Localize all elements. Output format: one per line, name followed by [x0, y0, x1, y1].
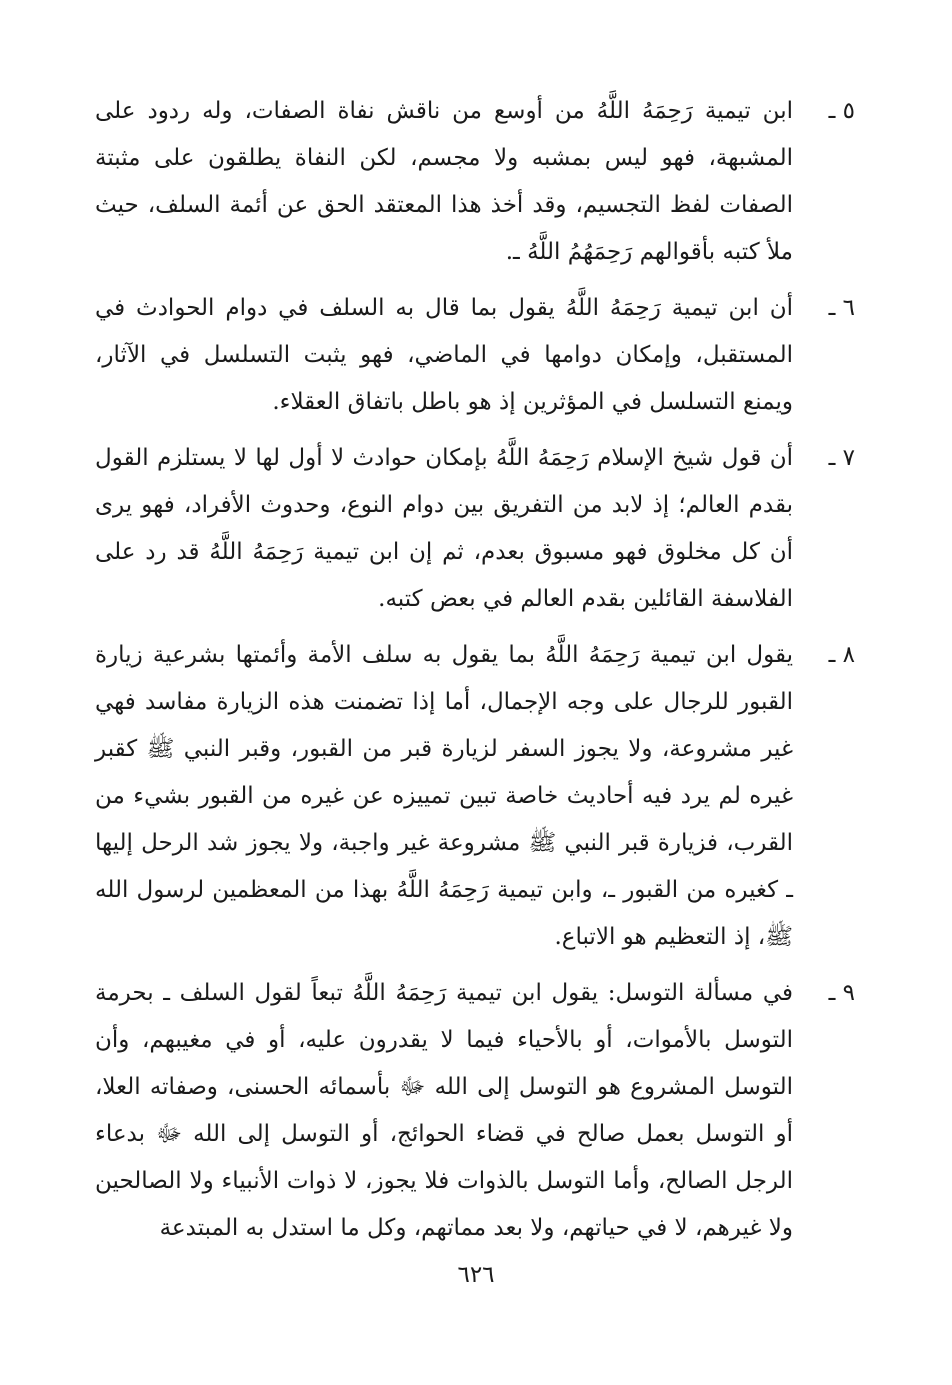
list-item [95, 970, 855, 1252]
item-number: ٧ ـ [828, 445, 855, 471]
page-body [95, 88, 855, 1348]
item-text: يقول ابن تيمية رَحِمَهُ اللَّهُ بما يقول به سلف الأمة وأئمتها بشرعية زيارة القبور للرجال على وجه الإجمال، أما إذا تضمنت هذه الزيارة مفاسد فهي غير مشروعة، ولا يجوز السفر لزيارة قبر من القبور، وقبر النبي ﷺ كقبر غيره لم يرد فيه أحاديث خاصة تبين تمييزه عن غيره من القبور بشيء من القرب، فزيارة قبر النبي ﷺ مشروعة غير واجبة، ولا يجوز شد الرحل إليها ـ كغيره من القبور ـ، وابن تيمية رَحِمَهُ اللَّهُ بهذا من المعظمين لرسول الله ﷺ، إذ التعظيم هو الاتباع. [95, 642, 793, 950]
list-item [95, 285, 855, 426]
item-number: ٩ ـ [828, 980, 855, 1006]
item-number: ٥ ـ [828, 98, 855, 124]
item-text: ابن تيمية رَحِمَهُ اللَّهُ من أوسع من ناقش نفاة الصفات، وله ردود على المشبهة، فهو ليس بمشبه ولا مجسم، لكن النفاة يطلقون على مثبتة الصفات لفظ التجسيم، وقد أخذ هذا المعتقد الحق عن أئمة السلف، حيث ملأ كتبه بأقوالهم رَحِمَهُمُ اللَّهُ ـ. [95, 98, 793, 265]
item-number: ٨ ـ [828, 642, 855, 668]
list-item [95, 632, 855, 961]
item-text: أن قول شيخ الإسلام رَحِمَهُ اللَّهُ بإمكان حوادث لا أول لها لا يستلزم القول بقدم العالم؛ إذ لابد من التفريق بين دوام النوع، وحدوث الأفراد، فهو يرى أن كل مخلوق فهو مسبوق بعدم، ثم إن ابن تيمية رَحِمَهُ اللَّهُ قد رد على الفلاسفة القائلين بقدم العالم في بعض كتبه. [95, 445, 793, 612]
list-item [95, 435, 855, 623]
list-item [95, 88, 855, 276]
page-number: ٦٢٦ [457, 1262, 495, 1288]
item-text: أن ابن تيمية رَحِمَهُ اللَّهُ يقول بما قال به السلف في دوام الحوادث في المستقبل، وإمكان دوامها في الماضي، فهو يثبت التسلسل في الآثار، ويمنع التسلسل في المؤثرين إذ هو باطل باتفاق العقلاء. [95, 295, 793, 415]
item-text: في مسألة التوسل: يقول ابن تيمية رَحِمَهُ اللَّهُ تبعاً لقول السلف ـ بحرمة التوسل بالأموات، أو بالأحياء فيما لا يقدرون عليه، أو في مغيبهم، وأن التوسل المشروع هو التوسل إلى الله ﷻ بأسمائه الحسنى، وصفاته العلا، أو التوسل بعمل صالح في قضاء الحوائج، أو التوسل إلى الله ﷻ بدعاء الرجل الصالح، وأما التوسل بالذوات فلا يجوز، لا ذوات الأنبياء ولا الصالحين ولا غيرهم، لا في حياتهم، ولا بعد مماتهم، وكل ما استدل به المبتدعة [95, 980, 793, 1241]
item-number: ٦ ـ [828, 295, 855, 321]
